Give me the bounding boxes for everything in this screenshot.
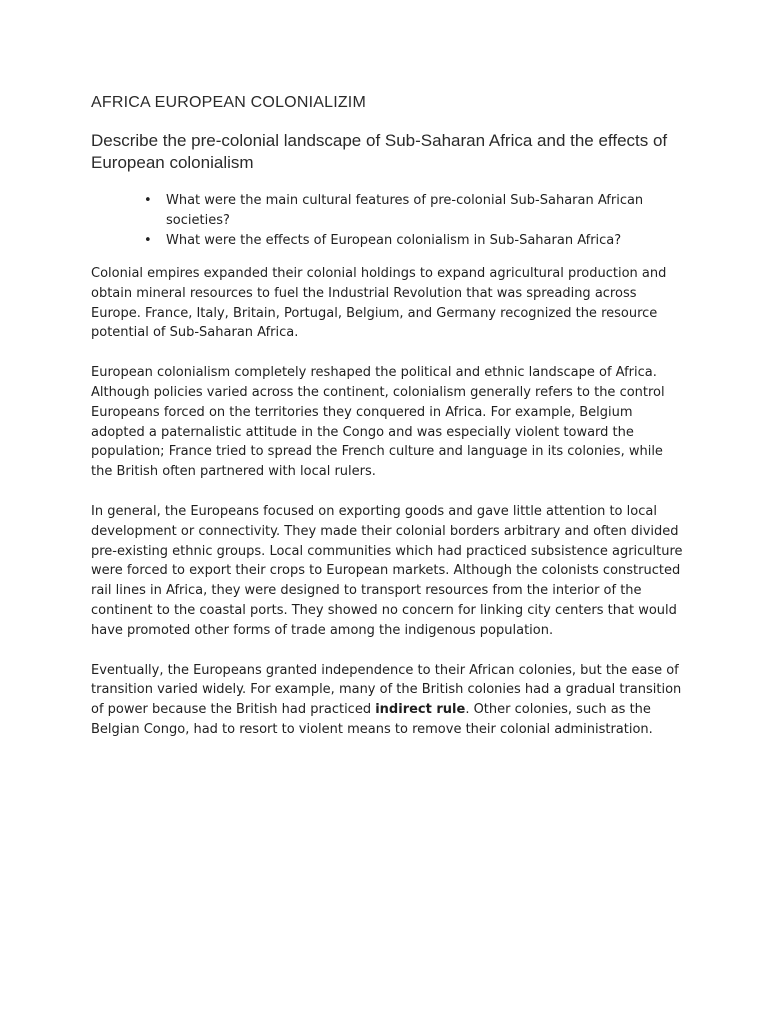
indirect-rule-term: indirect rule	[375, 702, 466, 718]
bullet-icon: •	[144, 233, 152, 248]
paragraph-exporting-goods: In general, the Europeans focused on exporting goods and gave little attention to local development or connectivity. They made their colonial borders arbitrary and often divided pre-existing ethnic groups. Local communities which had practiced subsistence agriculture were forced to export their crops to European markets. Although the colonists constructed rail lines in Africa, they were designed to transport resources from the interior of the continent to the coastal ports. They showed no concern for linking city centers that would have promoted other forms of trade among the indigenous population.	[91, 503, 683, 638]
question-text: What were the main cultural features of pre-colonial Sub-Saharan African societies?	[166, 193, 644, 228]
paragraph-colonial-empires: Colonial empires expanded their colonial holdings to expand agricultural production and obtain mineral resources to fuel the Industrial Revolution that was spreading across Europe. France, Italy, Britain, Portugal, Belgium, and Germany recognized the resource potential of Sub-Saharan Africa.	[91, 266, 667, 341]
question-item	[144, 191, 687, 231]
question-item	[144, 231, 687, 251]
paragraph-text: . Other colonies, such as the Belgian Congo, had to resort to violent means to remove their colonial administration.	[91, 702, 653, 737]
paragraph-text: Eventually, the Europeans granted independence to their African colonies, but the ease of transition varied widely. For example, many of the British colonies had a gradual transition of power because the British had practiced	[91, 662, 682, 718]
paragraph-independence	[91, 661, 687, 740]
question-text: What were the effects of European colonialism in Sub-Saharan Africa?	[166, 233, 622, 248]
document-title: AFRICA EUROPEAN COLONIALIZIM	[91, 94, 366, 111]
document-subtitle: Describe the pre-colonial landscape of Sub-Saharan Africa and the effects of European colonialism	[91, 131, 668, 172]
question-list	[91, 191, 687, 251]
document-page	[91, 92, 687, 740]
paragraph-european-colonialism: European colonialism completely reshaped the political and ethnic landscape of Africa. Although policies varied across the continent, colonialism generally refers to the control Europeans forced on the territories they conquered in Africa. For example, Belgium adopted a paternalistic attitude in the Congo and was especially violent toward the population; France tried to spread the French culture and language in its colonies, while the British often partnered with local rulers.	[91, 365, 665, 480]
bullet-icon: •	[144, 193, 152, 208]
